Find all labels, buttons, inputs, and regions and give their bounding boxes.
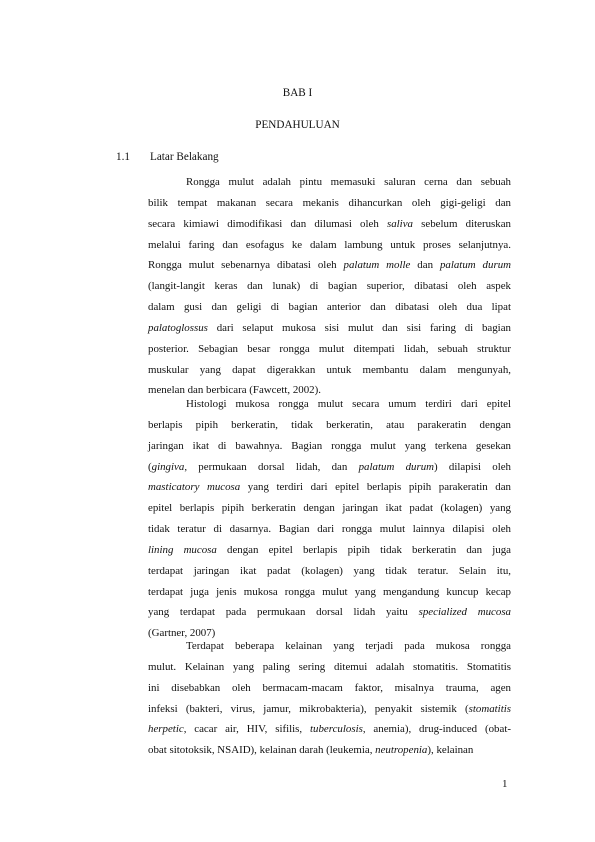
text-line	[148, 436, 511, 457]
text-run: yang terdapat pada permukaan dorsal lidah yaitu	[148, 606, 419, 619]
text-line	[148, 540, 511, 561]
text-line	[148, 297, 511, 318]
chapter-number: BAB I	[282, 87, 313, 99]
text-run: infeksi (bakteri, virus, jamur, mikrobakteria), penyakit sistemik (	[148, 702, 469, 715]
italic-term: palatum molle	[343, 259, 411, 272]
text-line	[148, 561, 511, 582]
italic-term: stomatitis	[468, 702, 511, 715]
text-line	[148, 657, 511, 678]
text-run: ini disebabkan oleh bermacam-macam faktor, misalnya trauma, agen	[148, 681, 511, 694]
text-line	[148, 276, 511, 297]
text-line	[148, 193, 511, 214]
text-line	[148, 636, 511, 657]
text-line	[148, 498, 511, 519]
text-line	[148, 394, 511, 415]
text-line	[148, 719, 511, 740]
text-line	[148, 235, 511, 256]
section-title: Latar Belakang	[150, 151, 219, 163]
italic-term: palatoglossus	[148, 321, 208, 334]
text-run: , cacar air, HIV, sifilis,	[183, 723, 310, 736]
text-run: dalam gusi dan geligi di bagian anterior dan dibatasi oleh dua lipat	[148, 301, 511, 314]
text-run: secara kimiawi dimodifikasi dan dilumasi oleh	[148, 217, 387, 230]
text-line	[148, 457, 511, 478]
text-run: bilik tempat makanan secara mekanis dihancurkan oleh gigi-geligi dan	[148, 196, 511, 209]
text-run: muskular yang dapat digerakkan untuk membantu dalam mengunyah,	[148, 363, 511, 376]
text-line	[148, 360, 511, 381]
text-run: ) dilapisi oleh	[434, 460, 511, 473]
text-line	[148, 339, 511, 360]
italic-term: gingiva	[151, 460, 185, 473]
italic-term: herpetic	[148, 723, 184, 736]
italic-term: palatum durum	[439, 259, 511, 272]
italic-term: tuberculosis	[310, 723, 363, 736]
text-run: (Gartner, 2007)	[148, 627, 216, 640]
text-run: Rongga mulut sebenarnya dibatasi oleh	[148, 259, 344, 272]
text-run: obat sitotoksik, NSAID), kelainan darah (leukemia,	[148, 744, 376, 757]
text-line	[148, 255, 511, 276]
italic-term: neutropenia	[375, 744, 428, 757]
text-run: berlapis pipih berkeratin, tidak berkeratin, atau parakeratin dengan	[148, 418, 511, 431]
page-number: 1	[502, 778, 508, 790]
chapter-title: PENDAHULUAN	[255, 119, 340, 131]
text-line	[148, 602, 511, 623]
text-line	[148, 214, 511, 235]
text-run: , anemia), drug-induced (obat-	[362, 723, 511, 736]
text-run: epitel berlapis pipih berkeratin dengan jaringan ikat padat (kolagen) yang	[148, 502, 511, 515]
text-line	[148, 415, 511, 436]
italic-term: saliva	[386, 217, 413, 230]
text-run: melalui faring dan esofagus ke dalam lambung untuk proses selanjutnya.	[148, 238, 511, 251]
text-line	[148, 318, 511, 339]
text-line	[148, 172, 511, 193]
text-run: tidak teratur di dasarnya. Bagian dari rongga mulut lainnya dilapisi oleh	[148, 523, 511, 536]
text-run: posterior. Sebagian besar rongga mulut ditempati lidah, sebuah struktur	[148, 342, 511, 355]
text-run: jaringan ikat di bawahnya. Bagian rongga mulut yang terkena gesekan	[148, 439, 511, 452]
section-number: 1.1	[116, 151, 130, 163]
italic-term: lining mucosa	[148, 543, 217, 556]
text-run: mulut. Kelainan yang paling sering ditemui adalah stomatitis. Stomatitis	[148, 660, 511, 673]
paragraph	[148, 394, 511, 644]
text-run: ), kelainan	[427, 744, 474, 757]
italic-term: masticatory mucosa	[148, 481, 241, 494]
text-run: (langit-langit keras dan lunak) di bagian superior, dibatasi oleh aspek	[148, 280, 511, 293]
text-run: yang terdiri dari epitel berlapis pipih parakeratin dan	[240, 481, 511, 494]
text-run: dari selaput mukosa sisi mulut dan sisi faring di bagian	[207, 321, 511, 334]
paragraph	[148, 636, 511, 761]
text-line	[148, 699, 511, 720]
text-run: dan	[410, 259, 440, 272]
text-run: (	[148, 460, 152, 473]
text-run: sebelum diteruskan	[412, 217, 511, 230]
text-line	[148, 477, 511, 498]
text-run: terdapat juga jenis mukosa rongga mulut yang mengandung kuncup kecap	[148, 585, 511, 598]
text-line	[148, 582, 511, 603]
text-run: Rongga mulut adalah pintu memasuki saluran cerna dan sebuah	[186, 176, 511, 188]
paragraph	[148, 172, 511, 401]
text-line	[148, 519, 511, 540]
italic-term: palatum durum	[358, 460, 435, 473]
text-run: , permukaan dorsal lidah, dan	[184, 460, 359, 473]
text-run: menelan dan berbicara (Fawcett, 2002).	[148, 384, 321, 397]
text-run: Histologi mukosa rongga mulut secara umum terdiri dari epitel	[186, 398, 511, 410]
text-run: dengan epitel berlapis pipih tidak berkeratin dan juga	[216, 543, 511, 556]
text-line	[148, 740, 511, 761]
text-run: Terdapat beberapa kelainan yang terjadi pada mukosa rongga	[186, 640, 511, 652]
text-run: terdapat jaringan ikat padat (kolagen) yang tidak teratur. Selain itu,	[148, 564, 511, 577]
text-line	[148, 678, 511, 699]
italic-term: specialized mucosa	[418, 606, 512, 619]
